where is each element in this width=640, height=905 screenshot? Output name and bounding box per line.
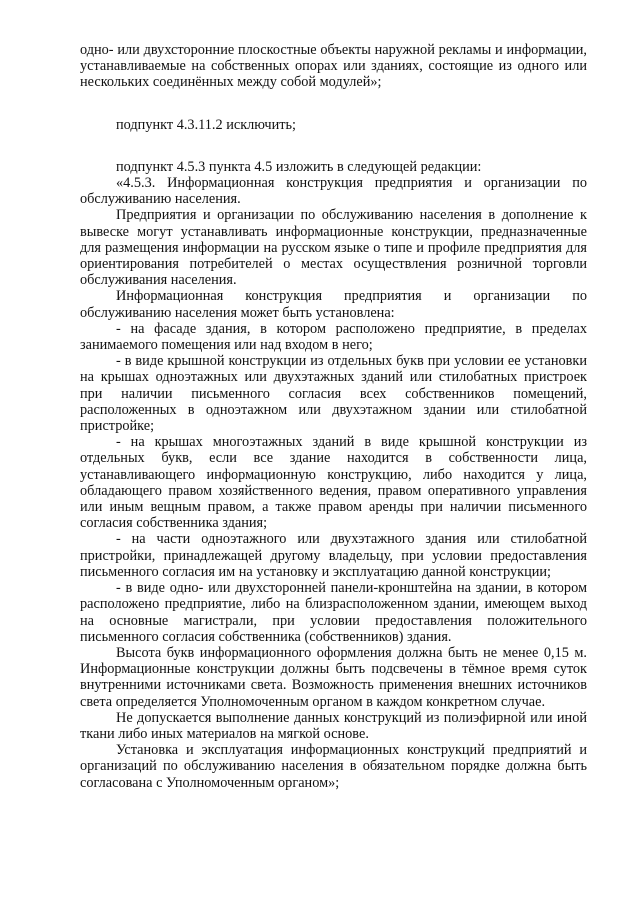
paragraph-continuation: одно- или двухсторонние плоскостные объекты наружной рекламы и информации, устанавливаемые на собственных опорах или зданиях, состоящие из одного или нескольких соединённых между собой модулей»;: [80, 42, 587, 91]
paragraph-body: Высота букв информационного оформления должна быть не менее 0,15 м. Информационные конструкции должны быть подсвечены в тёмное время суток внутренними источниками света. Возможность применения внешних источников света определяется Уполномоченным органом в каждом конкретном случае.: [80, 644, 587, 710]
paragraph-body: Не допускается выполнение данных конструкций из полиэфирной или иной ткани либо иных материалов на мягкой основе.: [80, 709, 587, 742]
paragraph-body: Установка и эксплуатация информационных конструкций предприятий и организаций по обслуживанию населения в обязательном порядке должна быть согласована с Уполномоченным органом»;: [80, 742, 587, 791]
paragraph-exclude-subclause: подпункт 4.3.11.2 исключить;: [116, 116, 296, 133]
list-item: - на фасаде здания, в котором расположено предприятие, в пределах занимаемого помещения или над входом в него;: [80, 320, 587, 354]
list-item: - в виде крышной конструкции из отдельных букв при условии ее установки на крышах одноэтажных или двухэтажных зданий или стилобатных пристроек при наличии письменного согласия всех собственников помещений, расположенных в одноэтажном или двухэтажном здании или стилобатной пристройке;: [80, 353, 587, 435]
list-item: - в виде одно- или двухсторонней панели-кронштейна на здании, в котором расположено предприятие, либо на близрасположенном здании, имеющем выход на основные магистрали, при условии предоставления положительного письменного согласия собственника (собственников) здания.: [80, 580, 587, 645]
paragraph-body: Предприятия и организации по обслуживанию населения в дополнение к вывеске могут устанавливать информационные конструкции, предназначенные для размещения информации на русском языке о типе и профиле предприятия для ориентирования потребителей о местах осуществления розничной торговли обслуживания населения.: [80, 207, 587, 289]
paragraph-amend-subclause: подпункт 4.5.3 пункта 4.5 изложить в следующей редакции:: [116, 158, 482, 175]
paragraph-section-heading: «4.5.3. Информационная конструкция предприятия и организации по обслуживанию населения.: [80, 175, 587, 208]
list-item: - на части одноэтажного или двухэтажного здания или стилобатной пристройки, принадлежащей другому владельцу, при условии предоставления письменного согласия им на установку и эксплуатацию данной конструкции;: [80, 531, 587, 580]
list-item: - на крышах многоэтажных зданий в виде крышной конструкции из отдельных букв, если все здание находится в собственности лица, устанавливающего информационную конструкцию, либо находится у лица, обладающего правом хозяйственного ведения, правом оперативного управления или иным вещным правом, а также правом аренды при наличии письменного согласия собственника здания;: [80, 434, 587, 532]
document-page: [80, 42, 587, 791]
paragraph-body: Информационная конструкция предприятия и организации по обслуживанию населения может быть установлена:: [80, 288, 587, 321]
